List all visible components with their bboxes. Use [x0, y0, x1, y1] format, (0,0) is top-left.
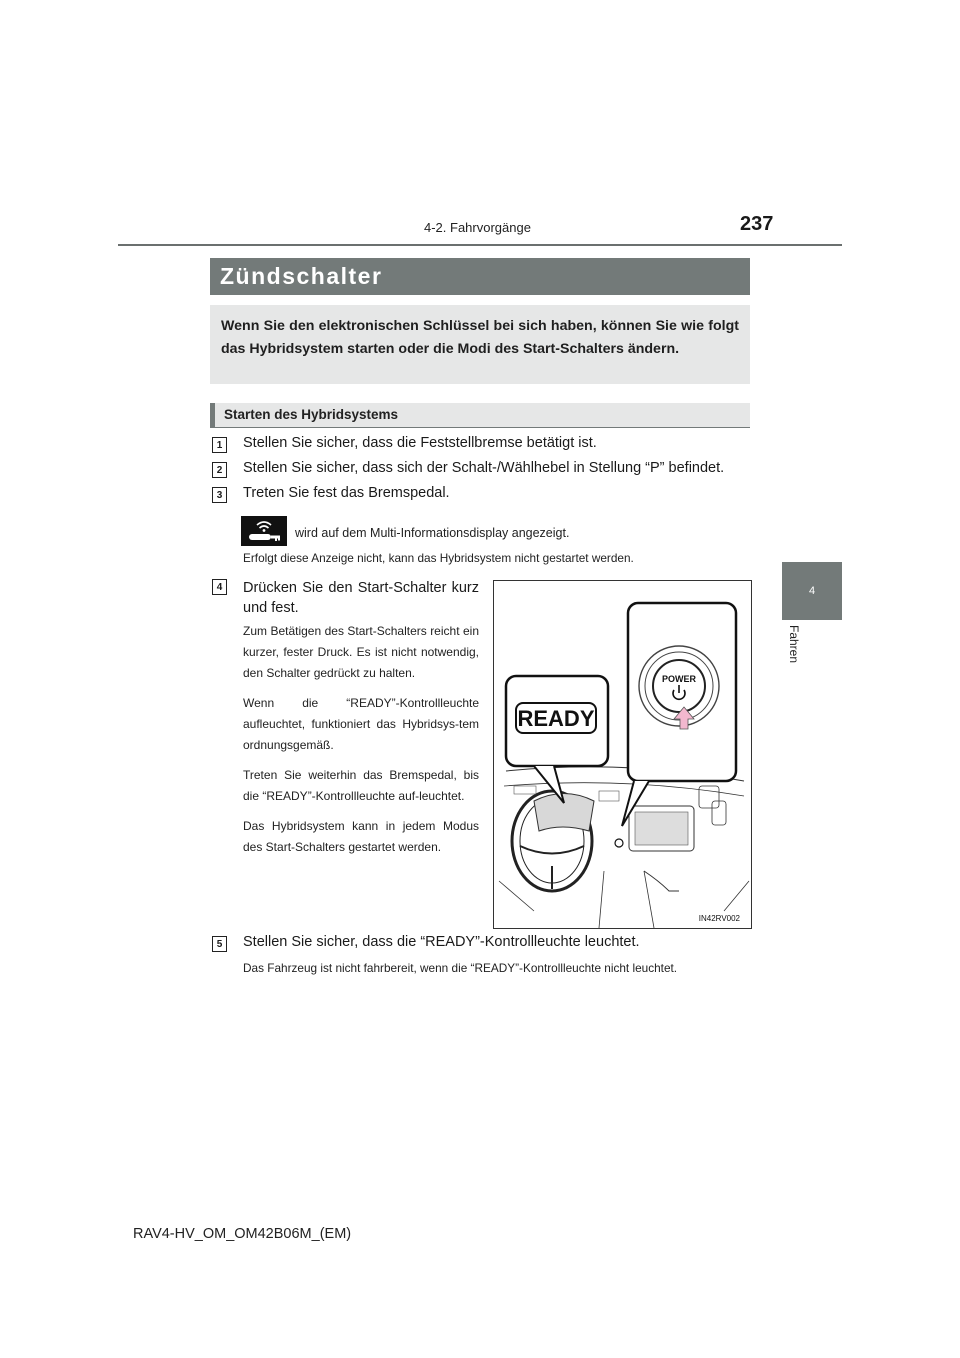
chapter-label: Fahren — [787, 625, 801, 664]
header-divider — [118, 244, 842, 246]
step-3-text: Treten Sie fest das Bremspedal. — [243, 485, 450, 501]
ready-indicator: READY — [517, 706, 595, 731]
step-3-note: Erfolgt diese Anzeige nicht, kann das Hybridsystem nicht gestartet werden. — [243, 551, 634, 565]
step-4-notes — [243, 621, 479, 867]
title-bar — [210, 258, 750, 295]
step-number-2: 2 — [212, 462, 227, 478]
step-4-note: Wenn die “READY”-Kontrollleuchte aufleuchtet, funktioniert das Hybridsys-tem ordnungsgemäß. — [243, 696, 479, 752]
step-2-text: Stellen Sie sicher, dass sich der Schalt-/Wählhebel in Stellung “P” befindet. — [243, 460, 725, 476]
step-4-note: Treten Sie weiterhin das Bremspedal, bis die “READY”-Kontrollleuchte auf-leuchtet. — [243, 768, 479, 803]
sub-heading — [210, 403, 750, 428]
page-number: 237 — [740, 213, 774, 235]
step-number-1: 1 — [212, 437, 227, 453]
sub-heading-text: Starten des Hybridsystems — [224, 407, 399, 422]
dashboard-illustration — [493, 580, 752, 929]
intro-box — [210, 305, 750, 384]
step-5-text: Stellen Sie sicher, dass die “READY”-Kontrollleuchte leuchtet. — [243, 934, 640, 950]
step-1-text: Stellen Sie sicher, dass die Feststellbremse betätigt ist. — [243, 435, 597, 451]
step-number-5: 5 — [212, 936, 227, 952]
step-number-4: 4 — [212, 579, 227, 595]
chapter-tab: 4 — [782, 562, 842, 620]
section-breadcrumb: 4-2. Fahrvorgänge — [424, 220, 531, 235]
power-button-label: POWER — [661, 674, 697, 684]
step-4-note: Das Hybridsystem kann in jedem Modus des Start-Schalters gestartet werden. — [243, 819, 479, 854]
step-5-note: Das Fahrzeug ist nicht fahrbereit, wenn die “READY”-Kontrollleuchte nicht leuchtet. — [243, 961, 678, 975]
step-4-text: Drücken Sie den Start-Schalter kurz und fest. — [243, 580, 479, 616]
illustration-code: IN42RV002 — [698, 914, 740, 923]
key-wireless-icon — [241, 516, 287, 546]
step-4-note: Zum Betätigen des Start-Schalters reicht ein kurzer, fester Druck. Es ist nicht notwendig, den Schalter gedrückt zu halten. — [243, 624, 479, 680]
page-title: Zündschalter — [220, 263, 383, 289]
sub-heading-accent — [210, 403, 215, 427]
document-code: RAV4-HV_OM_OM42B06M_(EM) — [133, 1226, 352, 1242]
icon-note: wird auf dem Multi-Informationsdisplay angezeigt. — [295, 526, 570, 540]
intro-text: Wenn Sie den elektronischen Schlüssel bei sich haben, können Sie wie folgt das Hybridsystem starten oder die Modi des Start-Schalters ändern. — [221, 318, 739, 357]
step-number-3: 3 — [212, 487, 227, 503]
